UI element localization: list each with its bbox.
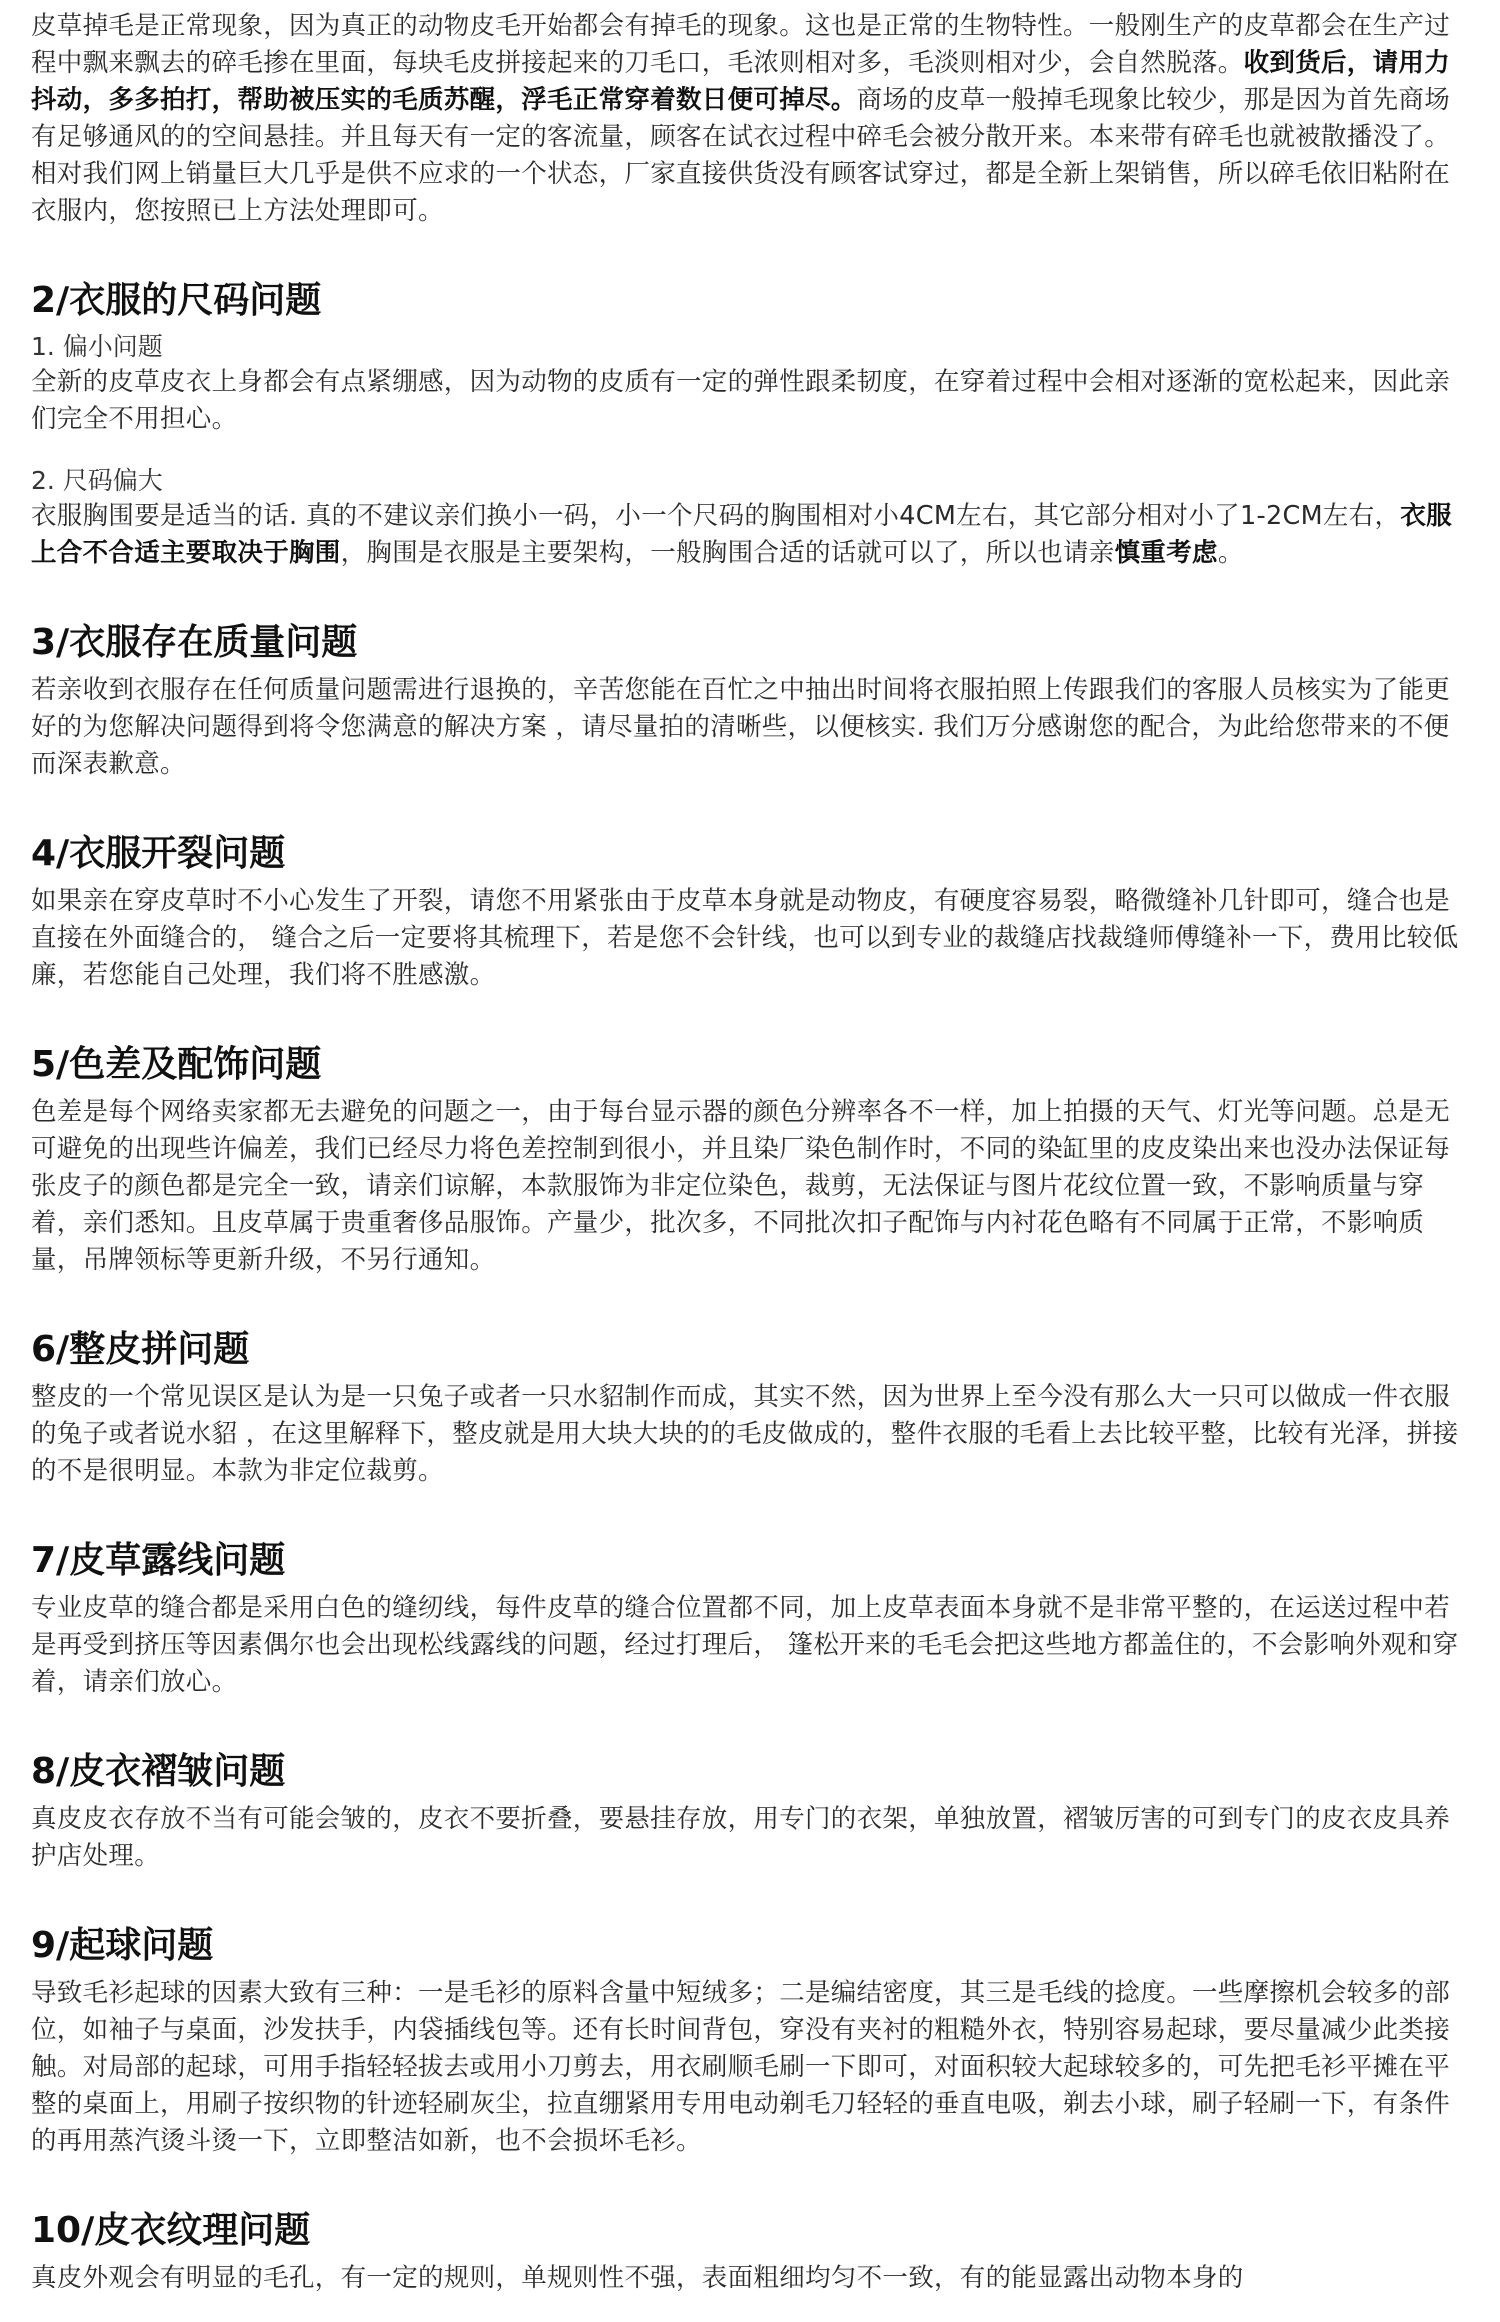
paragraph: 色差是每个网络卖家都无去避免的问题之一，由于每台显示器的颜色分辨率各不一样，加上拍摄的天气、灯光等问题。总是无可避免的出现些许偏差，我们已经尽力将色差控制到很小，并且染厂染色制作时，不同的染缸里的皮皮染出来也没办法保证每张皮子的颜色都是完全一致，请亲们谅解，本款服饰为非定位染色，裁剪，无法保证与图片花纹位置一致，不影响质量与穿着，亲们悉知。且皮草属于贵重奢侈品服饰。产量少，批次多，不同批次扣子配饰与内衬花色略有不同属于正常，不影响质量，吊牌领标等更新升级，不另行通知。 <box>31 1097 1451 1275</box>
section-title: 9/起球问题 <box>31 1925 214 1966</box>
paragraph <box>31 8 1470 230</box>
paragraph-emphasis: 衣服上合不合适主要取决于胸围 <box>31 501 1452 568</box>
paragraph: 导致毛衫起球的因素大致有三种：一是毛衫的原料含量中短绒多；二是编结密度，其三是毛线的捻度。一些摩擦机会较多的部位，如袖子与桌面，沙发扶手，内袋插线包等。还有长时间背包，穿没有夹衬的粗糙外衣，特别容易起球，要尽量减少此类接触。对局部的起球，可用手指轻轻拔去或用小刀剪去，用衣刷顺毛刷一下即可，对面积较大起球较多的，可先把毛衫平摊在平整的桌面上，用刷子按织物的针迹轻刷灰尘，拉直绷紧用专用电动剃毛刀轻轻的垂直电吸，剃去小球，刷子轻刷一下，有条件的再用蒸汽烫斗烫一下，立即整洁如新，也不会损坏毛衫。 <box>31 1978 1451 2156</box>
section-title: 6/整皮拼问题 <box>31 1329 250 1370</box>
paragraph: 如果亲在穿皮草时不小心发生了开裂，请您不用紧张由于皮草本身就是动物皮，有硬度容易裂，略微缝补几针即可，缝合也是直接在外面缝合的， 缝合之后一定要将其梳理下，若是您不会针线，也可以到专业的裁缝店找裁缝师傅缝补一下，费用比较低廉，若您能自己处理，我们将不胜感激。 <box>31 886 1459 990</box>
section-tearing <box>0 831 1500 994</box>
paragraph <box>31 498 1470 572</box>
paragraph-text: 皮草掉毛是正常现象，因为真正的动物皮毛开始都会有掉毛的现象。这也是正常的生物特性。一般刚生产的皮草都会在生产过程中飘来飘去的碎毛掺在里面，每块毛皮拼接起来的刀毛口，毛浓则相对多，毛淡则相对少，会自然脱落。 <box>31 11 1451 78</box>
section-texture <box>0 2208 1500 2297</box>
paragraph: 全新的皮草皮衣上身都会有点紧绷感，因为动物的皮质有一定的弹性跟柔韧度，在穿着过程中会相对逐渐的宽松起来，因此亲们完全不用担心。 <box>31 367 1451 434</box>
section-title: 4/衣服开裂问题 <box>31 833 286 874</box>
paragraph: 整皮的一个常见误区是认为是一只兔子或者一只水貂制作而成，其实不然，因为世界上至今没有那么大一只可以做成一件衣服的兔子或者说水貂 ，在这里解释下，整皮就是用大块大块的的毛皮做成的，整件衣服的毛看上去比较平整，比较有光泽，拼接的不是很明显。本款为非定位裁剪。 <box>31 1382 1459 1486</box>
paragraph-emphasis: 收到货后，请用力抖动，多多拍打，帮助被压实的毛质苏醒，浮毛正常穿着数日便可掉尽。 <box>31 48 1451 115</box>
paragraph: 专业皮草的缝合都是采用白色的缝纫线，每件皮草的缝合位置都不同，加上皮草表面本身就不是非常平整的，在运送过程中若是再受到挤压等因素偶尔也会出现松线露线的问题，经过打理后， 篷松开来的毛毛会把这些地方都盖住的，不会影响外观和穿着，请亲们放心。 <box>31 1593 1459 1697</box>
paragraph-text: 。 <box>1217 538 1244 568</box>
section-title: 2/衣服的尺码问题 <box>31 280 322 321</box>
sub-heading: 2. 尺码偏大 <box>31 466 163 495</box>
paragraph-text: 衣服胸围要是适当的话. 真的不建议亲们换小一码，小一个尺码的胸围相对小4CM左右，其它部分相对小了1-2CM左右， <box>31 501 1401 531</box>
paragraph-text: ，胸围是衣服是主要架构，一般胸围合适的话就可以了，所以也请亲 <box>340 538 1115 568</box>
section-quality <box>0 620 1500 783</box>
paragraph: 真皮外观会有明显的毛孔，有一定的规则，单规则性不强，表面粗细均匀不一致，有的能显露出动物本身的 <box>31 2263 1244 2293</box>
paragraph: 若亲收到衣服存在任何质量问题需进行退换的，辛苦您能在百忙之中抽出时间将衣服拍照上传跟我们的客服人员核实为了能更好的为您解决问题得到将令您满意的解决方案 ，请尽量拍的清晰些，以便核实. 我们万分感谢您的配合，为此给您带来的不便而深表歉意。 <box>31 675 1451 779</box>
section-title: 5/色差及配饰问题 <box>31 1044 322 1085</box>
section-shedding <box>0 0 1500 230</box>
section-color <box>0 1042 1500 1279</box>
section-thread <box>0 1538 1500 1701</box>
section-whole-pelt <box>0 1327 1500 1490</box>
section-size <box>0 278 1500 572</box>
section-title: 10/皮衣纹理问题 <box>31 2210 311 2251</box>
paragraph-emphasis: 慎重考虑 <box>1114 538 1218 568</box>
section-title: 7/皮草露线问题 <box>31 1540 286 1581</box>
paragraph: 真皮皮衣存放不当有可能会皱的，皮衣不要折叠，要悬挂存放，用专门的衣架，单独放置，褶皱厉害的可到专门的皮衣皮具养护店处理。 <box>31 1804 1451 1871</box>
paragraph-text: 商场的皮草一般掉毛现象比较少，那是因为首先商场有足够通风的的空间悬挂。并且每天有一定的客流量，顾客在试衣过程中碎毛会被分散开来。本来带有碎毛也就被散播没了。相对我们网上销量巨大几乎是供不应求的一个状态，厂家直接供货没有顾客试穿过，都是全新上架销售，所以碎毛依旧粘附在衣服内，您按照已上方法处理即可。 <box>31 85 1451 226</box>
section-pilling <box>0 1923 1500 2160</box>
section-wrinkle <box>0 1749 1500 1875</box>
sub-heading: 1. 偏小问题 <box>31 332 163 361</box>
section-title: 8/皮衣褶皱问题 <box>31 1751 286 1792</box>
section-title <box>31 0 1470 2</box>
section-title: 3/衣服存在质量问题 <box>31 622 358 663</box>
